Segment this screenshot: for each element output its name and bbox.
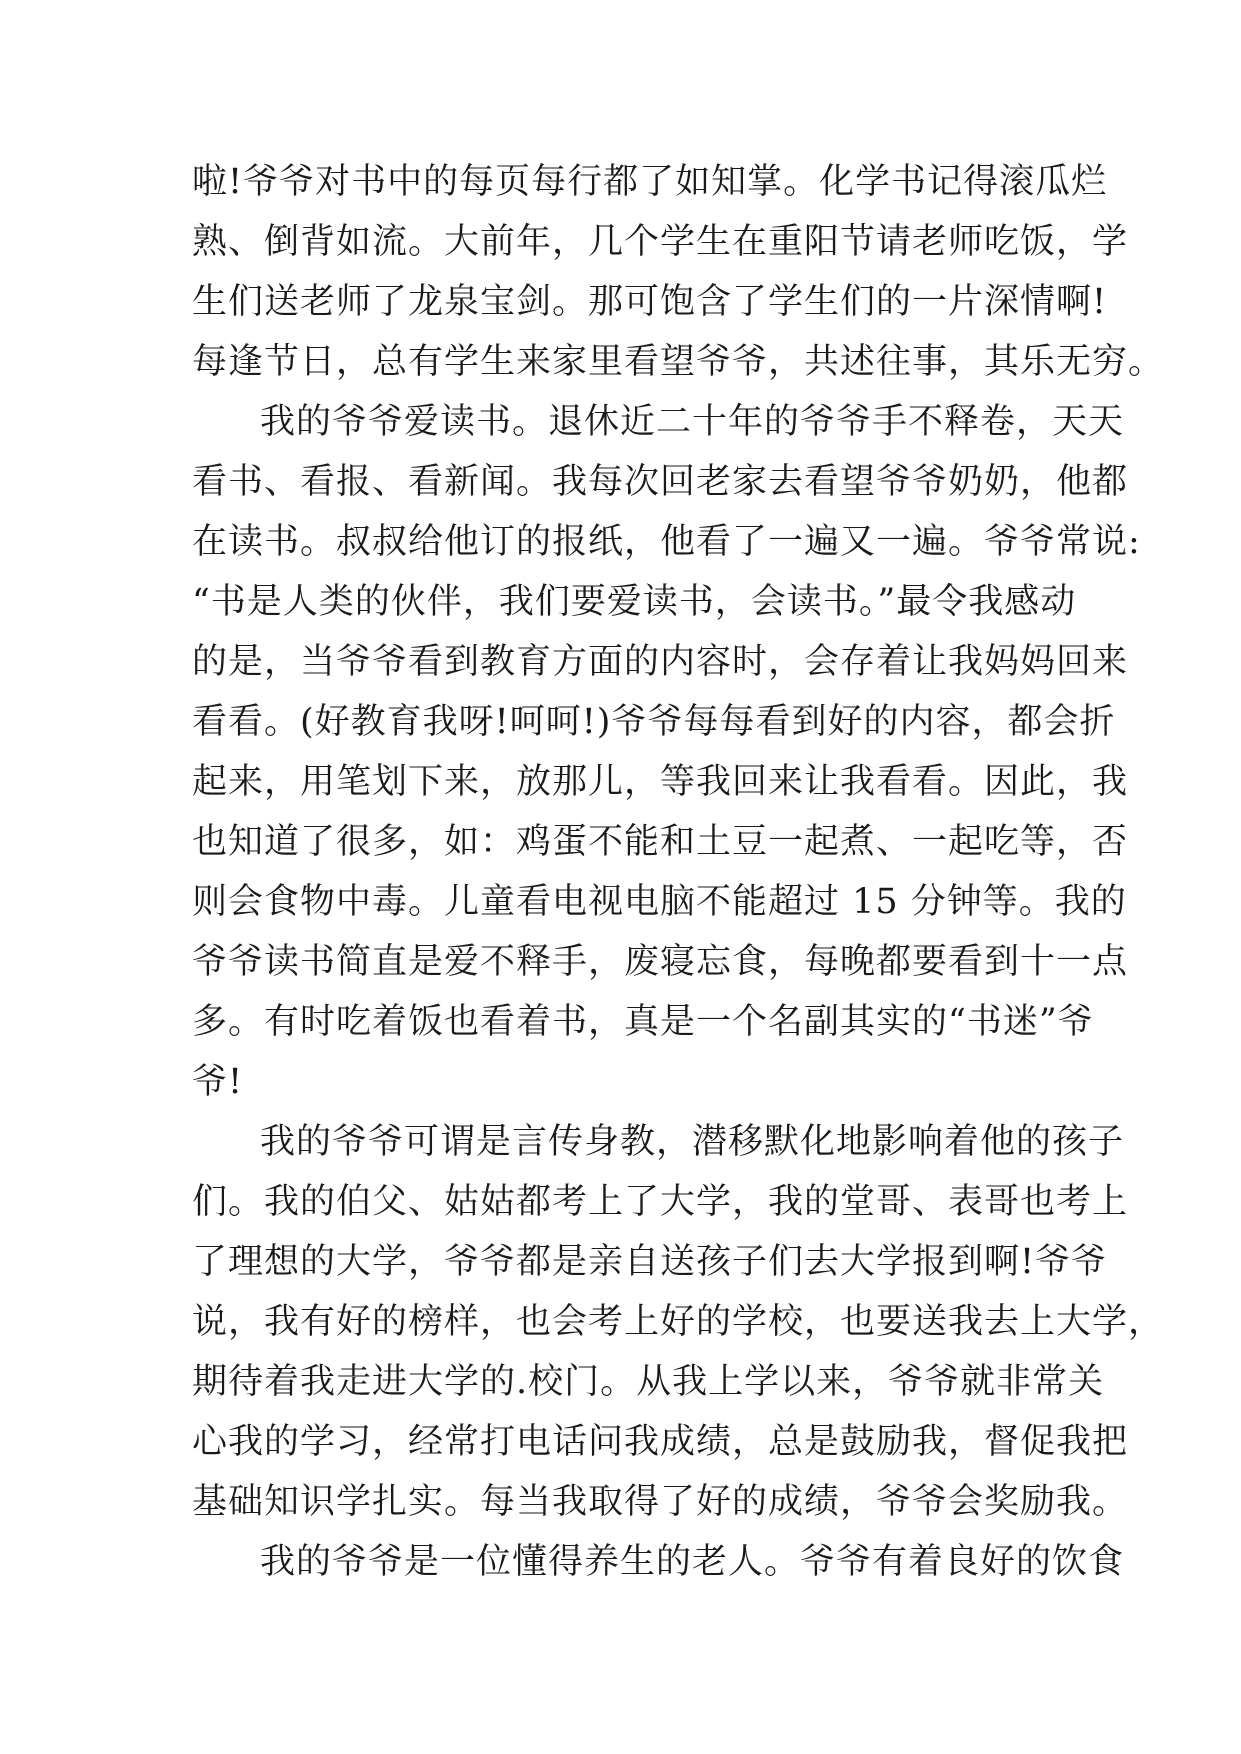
text-line: 每逢节日，总有学生来家里看望爷爷，共述往事，其乐无穷。 — [192, 342, 1165, 382]
paragraph-start-line: 我的爷爷可谓是言传身教，潜移默化地影响着他的孩子 — [260, 1122, 1125, 1162]
text-line: 熟、倒背如流。大前年，几个学生在重阳节请老师吃饭，学 — [192, 222, 1129, 262]
text-line: 爷! — [192, 1062, 244, 1102]
text-line: 期待着我走进大学的.校门。从我上学以来，爷爷就非常关 — [192, 1362, 1105, 1402]
text-line: 则会食物中毒。儿童看电视电脑不能超过 15 分钟等。我的 — [192, 882, 1127, 922]
text-line: 也知道了很多，如：鸡蛋不能和土豆一起煮、一起吃等，否 — [192, 822, 1129, 862]
text-line: 了理想的大学，爷爷都是亲自送孩子们去大学报到啊!爷爷 — [192, 1242, 1108, 1282]
text-line: 们。我的伯父、姑姑都考上了大学，我的堂哥、表哥也考上 — [192, 1182, 1129, 1222]
paragraph-start-line: 我的爷爷是一位懂得养生的老人。爷爷有着良好的饮食 — [260, 1542, 1125, 1582]
text-line: 基础知识学扎实。每当我取得了好的成绩，爷爷会奖励我。 — [192, 1482, 1129, 1522]
text-line: 生们送老师了龙泉宝剑。那可饱含了学生们的一片深情啊! — [192, 282, 1108, 322]
text-line: 看书、看报、看新闻。我每次回老家去看望爷爷奶奶，他都 — [192, 462, 1129, 502]
text-line: 说，我有好的榜样，也会考上好的学校，也要送我去上大学， — [192, 1302, 1165, 1342]
text-line: 啦!爷爷对书中的每页每行都了如知掌。化学书记得滚瓜烂 — [192, 162, 1108, 202]
body-text — [192, 152, 1165, 1592]
text-line: 心我的学习，经常打电话问我成绩，总是鼓励我，督促我把 — [192, 1422, 1129, 1462]
text-line: 的是，当爷爷看到教育方面的内容时，会存着让我妈妈回来 — [192, 642, 1129, 682]
text-line: 多。有时吃着饭也看着书，真是一个名副其实的“书迷”爷 — [192, 1002, 1094, 1042]
text-line: 爷爷读书简直是爱不释手，废寝忘食，每晚都要看到十一点 — [192, 942, 1129, 982]
text-line: 看看。(好教育我呀!呵呵!)爷爷每每看到好的内容，都会折 — [192, 702, 1116, 742]
text-line: 在读书。叔叔给他订的报纸，他看了一遍又一遍。爷爷常说: — [192, 522, 1141, 562]
paragraph-start-line: 我的爷爷爱读书。退休近二十年的爷爷手不释卷，天天 — [260, 402, 1125, 442]
text-line: “书是人类的伙伴，我们要爱读书，会读书。”最令我感动 — [192, 582, 1077, 622]
text-line: 起来，用笔划下来，放那儿，等我回来让我看看。因此，我 — [192, 762, 1129, 802]
